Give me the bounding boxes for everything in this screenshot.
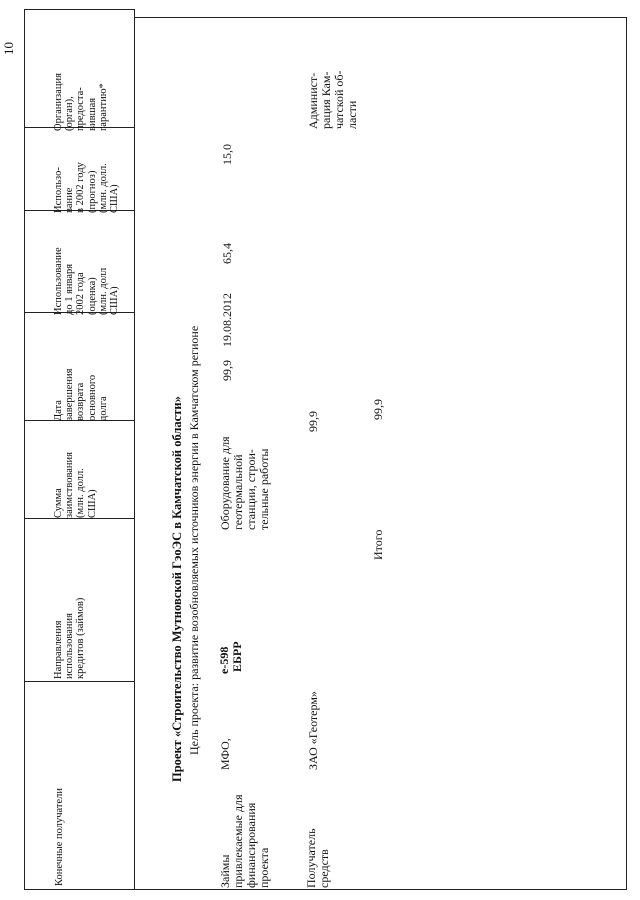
- header-text: (орган),: [64, 96, 76, 131]
- table-header-frame: [24, 9, 135, 890]
- loans-amount: 99,9: [220, 360, 234, 381]
- loans-end-date: 19.08.2012: [220, 293, 234, 347]
- loan-code: е-598: [217, 646, 231, 674]
- header-text: вание: [64, 187, 76, 213]
- header-text: Использование: [53, 247, 64, 315]
- header-text: Направления: [53, 620, 64, 679]
- header-cell-1: [25, 682, 135, 890]
- header-usage-2002: [53, 162, 120, 213]
- header-text: основного: [86, 374, 98, 421]
- header-text: заимствования: [64, 451, 76, 518]
- guarantor-line: рация Кам-: [319, 71, 333, 129]
- header-usage-before-2002: [53, 247, 120, 315]
- loans-direction-line: станции, строи-: [244, 449, 258, 530]
- loans-used-before-2002: 65,4: [220, 243, 234, 264]
- header-final-recipients: [54, 788, 65, 886]
- guarantor-line: чатской об-: [332, 70, 346, 129]
- loans-label-line: проекта: [257, 847, 271, 888]
- loans-label: [219, 794, 271, 888]
- header-loan-directions: [53, 598, 87, 679]
- recipient-name: ЗАО «Геотерм»: [306, 691, 320, 770]
- header-text: предоста-: [75, 87, 87, 131]
- recipient-label-line: средств: [317, 849, 331, 888]
- header-text: Конечные получатели: [54, 788, 65, 886]
- header-text: до 1 января: [64, 263, 76, 315]
- header-text: вившая: [86, 97, 98, 131]
- loans-label-line: привлекаемые для: [231, 794, 245, 888]
- loans-direction-line: Оборудование для: [218, 436, 232, 530]
- guarantor-line: ласти: [345, 100, 359, 129]
- header-repayment-date: [53, 369, 109, 421]
- total-label: Итого: [371, 529, 385, 560]
- header-text: (оценка): [86, 277, 98, 315]
- header-text: Сумма: [53, 488, 64, 518]
- header-text: Использо-: [53, 167, 64, 213]
- loans-used-2002: 15,0: [220, 144, 234, 165]
- loans-mfo-label: МФО,: [218, 738, 232, 770]
- project-title: Проект «Строительство Мутновской ГэоЭС в Камчатской области»: [170, 396, 184, 782]
- header-text: (млн. долл.: [97, 163, 109, 213]
- header-guarantor: [53, 73, 109, 131]
- page-number: 10: [1, 42, 16, 55]
- page-frame-bottom: [135, 889, 627, 890]
- header-text: Дата: [53, 400, 64, 421]
- header-text: 2002 года: [75, 272, 87, 315]
- header-text: США): [109, 286, 121, 315]
- header-text: США): [86, 489, 98, 518]
- header-text: гарантию*: [97, 83, 109, 131]
- recipient-amount: 99,9: [306, 411, 320, 432]
- recipient-label-line: Получатель: [304, 828, 318, 888]
- header-text: кредитов (займов): [75, 597, 87, 679]
- header-text: использования: [64, 613, 76, 679]
- header-text: США): [109, 184, 121, 213]
- header-text: Организация: [53, 73, 64, 131]
- loans-direction-line: геотермальной: [231, 454, 245, 530]
- recipient-guarantor: [307, 70, 359, 129]
- project-goal: Цель проекта: развитие возобновляемых источников энергии в Камчатском регионе: [187, 325, 201, 755]
- guarantor-line: Админист-: [306, 72, 320, 129]
- header-text: в 2002 году: [75, 162, 87, 213]
- loan-bank: ЕБРР: [230, 641, 244, 672]
- loans-direction-line: тельные работы: [257, 448, 271, 530]
- page-frame-base: [626, 17, 627, 890]
- loans-direction: [219, 436, 271, 530]
- header-text: завершения: [64, 368, 76, 421]
- page-frame-right: [135, 17, 627, 18]
- header-text: долга: [97, 396, 109, 421]
- header-text: (прогноз): [86, 170, 98, 213]
- header-text: (млн. долл: [97, 267, 109, 315]
- loans-label-line: Займы: [218, 854, 232, 888]
- header-borrowing-amount: [53, 452, 98, 518]
- recipient-label: [305, 828, 331, 888]
- header-text: (млн. долл.: [75, 468, 87, 518]
- total-amount: 99,9: [371, 399, 385, 420]
- header-text: возврата: [75, 382, 87, 421]
- loans-label-line: финансирования: [244, 802, 258, 888]
